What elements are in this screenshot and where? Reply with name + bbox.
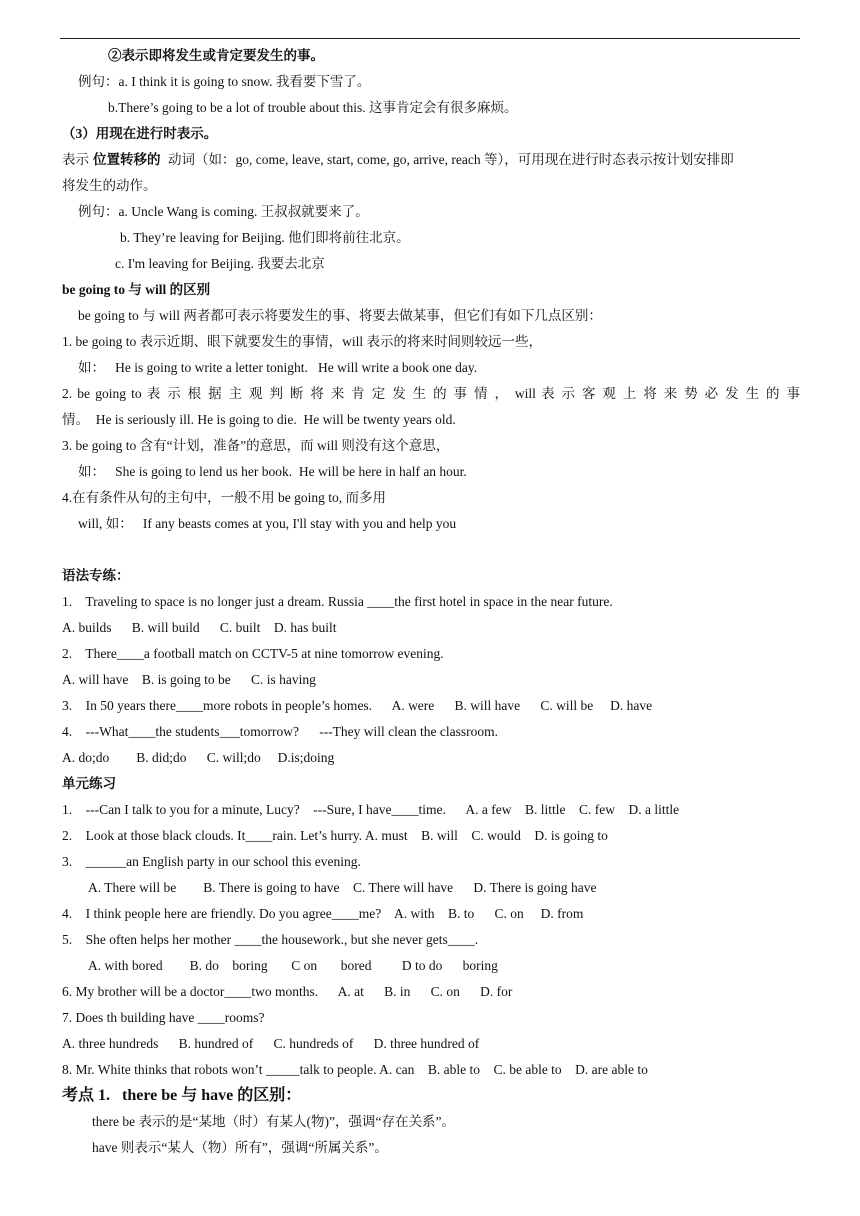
text-line-l24: A. will have B. is going to be C. is having — [62, 672, 316, 687]
text-line-l11: be going to 与 will 两者都可表示将要发生的事、将要去做某事，但它们有如下几点区别： — [78, 308, 602, 323]
text-line-l14: 2. be going to 表 示 根 据 主 观 判 断 将 来 肯 定 发 生 的 事 情 ， will 表 示 客 观 上 将 来 势 必 发 生 的 事 — [62, 386, 800, 401]
text-line-l29: 1. ---Can I talk to you for a minute, Lucy? ---Sure, I have____time. A. a few B. little C. few D. a little — [62, 802, 680, 817]
text-line-l36: 6. My brother will be a doctor____two months. A. at B. in C. on D. for — [62, 984, 513, 999]
text-line-l30: 2. Look at those black clouds. It____rain. Let’s hurry. A. must B. will C. would D. is going to — [62, 828, 608, 843]
text-line-l12: 1. be going to 表示近期、眼下就要发生的事情，will 表示的将来时间则较远一些， — [62, 334, 542, 349]
text-line-l42: have 则表示“某人（物）所有”，强调“所属关系”。 — [92, 1140, 388, 1155]
text-line-l5b: 位置转移的 — [93, 152, 161, 167]
text-line-l19: will, 如： If any beasts comes at you, I'll stay with you and help you — [78, 516, 457, 531]
text-line-l31: 3. ______an English party in our school this evening. — [62, 854, 361, 869]
text-line-l7: 例句：a. Uncle Wang is coming. 王叔叔就要来了。 — [78, 204, 369, 219]
text-line-l27: A. do;do B. did;do C. will;do D.is;doing — [62, 750, 335, 765]
text-line-l28: 单元练习 — [62, 776, 116, 791]
text-line-l3: b.There’s going to be a lot of trouble about this. 这事肯定会有很多麻烦。 — [108, 100, 518, 115]
text-line-l18: 4.在有条件从句的主句中，一般不用 be going to, 而多用 — [62, 490, 386, 505]
text-line-l13: 如： He is going to write a letter tonight. He will write a book one day. — [78, 360, 478, 375]
text-line-l32: A. There will be B. There is going to have C. There will have D. There is going have — [88, 880, 597, 895]
text-line-l2: 例句：a. I think it is going to snow. 我看要下雪了。 — [78, 74, 371, 89]
text-line-l40: 考点 1. there be 与 have 的区别： — [62, 1087, 302, 1104]
text-line-l41: there be 表示的是“某地（时）有某人(物)”，强调“存在关系”。 — [92, 1114, 455, 1129]
text-line-l21: 1. Traveling to space is no longer just a dream. Russia ____the first hotel in space in the near future. — [62, 594, 613, 609]
text-line-l20: 语法专练： — [62, 568, 130, 583]
text-line-l33: 4. I think people here are friendly. Do you agree____me? A. with B. to C. on D. from — [62, 906, 584, 921]
text-line-l5c: 动词（如：go, come, leave, start, come, go, arrive, reach 等），可用现在进行时态表示按计划安排即 — [168, 152, 734, 167]
text-line-l35: A. with bored B. do boring C on bored D to do boring — [88, 958, 498, 973]
header-rule — [60, 38, 800, 39]
text-line-l25: 3. In 50 years there____more robots in people’s homes. A. were B. will have C. will be D. have — [62, 698, 653, 713]
text-line-l38: A. three hundreds B. hundred of C. hundreds of D. three hundred of — [62, 1036, 480, 1051]
text-line-l37: 7. Does th building have ____rooms? — [62, 1010, 265, 1025]
text-line-l8: b. They’re leaving for Beijing. 他们即将前往北京。 — [120, 230, 410, 245]
text-line-l9: c. I'm leaving for Beijing. 我要去北京 — [115, 256, 325, 271]
text-line-l34: 5. She often helps her mother ____the housework., but she never gets____. — [62, 932, 479, 947]
text-line-l17: 如： She is going to lend us her book. He will be here in half an hour. — [78, 464, 467, 479]
text-line-l16: 3. be going to 含有“计划，准备”的意思，而 will 则没有这个意思， — [62, 438, 450, 453]
text-line-l5a: 表示 — [62, 152, 89, 167]
text-line-l6: 将发生的动作。 — [62, 178, 157, 193]
text-line-l10: be going to 与 will 的区别 — [62, 282, 211, 297]
text-line-l1: ②表示即将发生或肯定要发生的事。 — [108, 48, 324, 63]
text-line-l39: 8. Mr. White thinks that robots won’t _____talk to people. A. can B. able to C. be able to D. are able to — [62, 1062, 648, 1077]
text-line-l23: 2. There____a football match on CCTV-5 at nine tomorrow evening. — [62, 646, 444, 661]
text-line-l22: A. builds B. will build C. built D. has built — [62, 620, 337, 635]
text-line-l26: 4. ---What____the students___tomorrow? ---They will clean the classroom. — [62, 724, 499, 739]
text-line-l4: （3）用现在进行时表示。 — [62, 126, 218, 141]
text-line-l15: 情。 He is seriously ill. He is going to die. He will be twenty years old. — [62, 412, 456, 427]
